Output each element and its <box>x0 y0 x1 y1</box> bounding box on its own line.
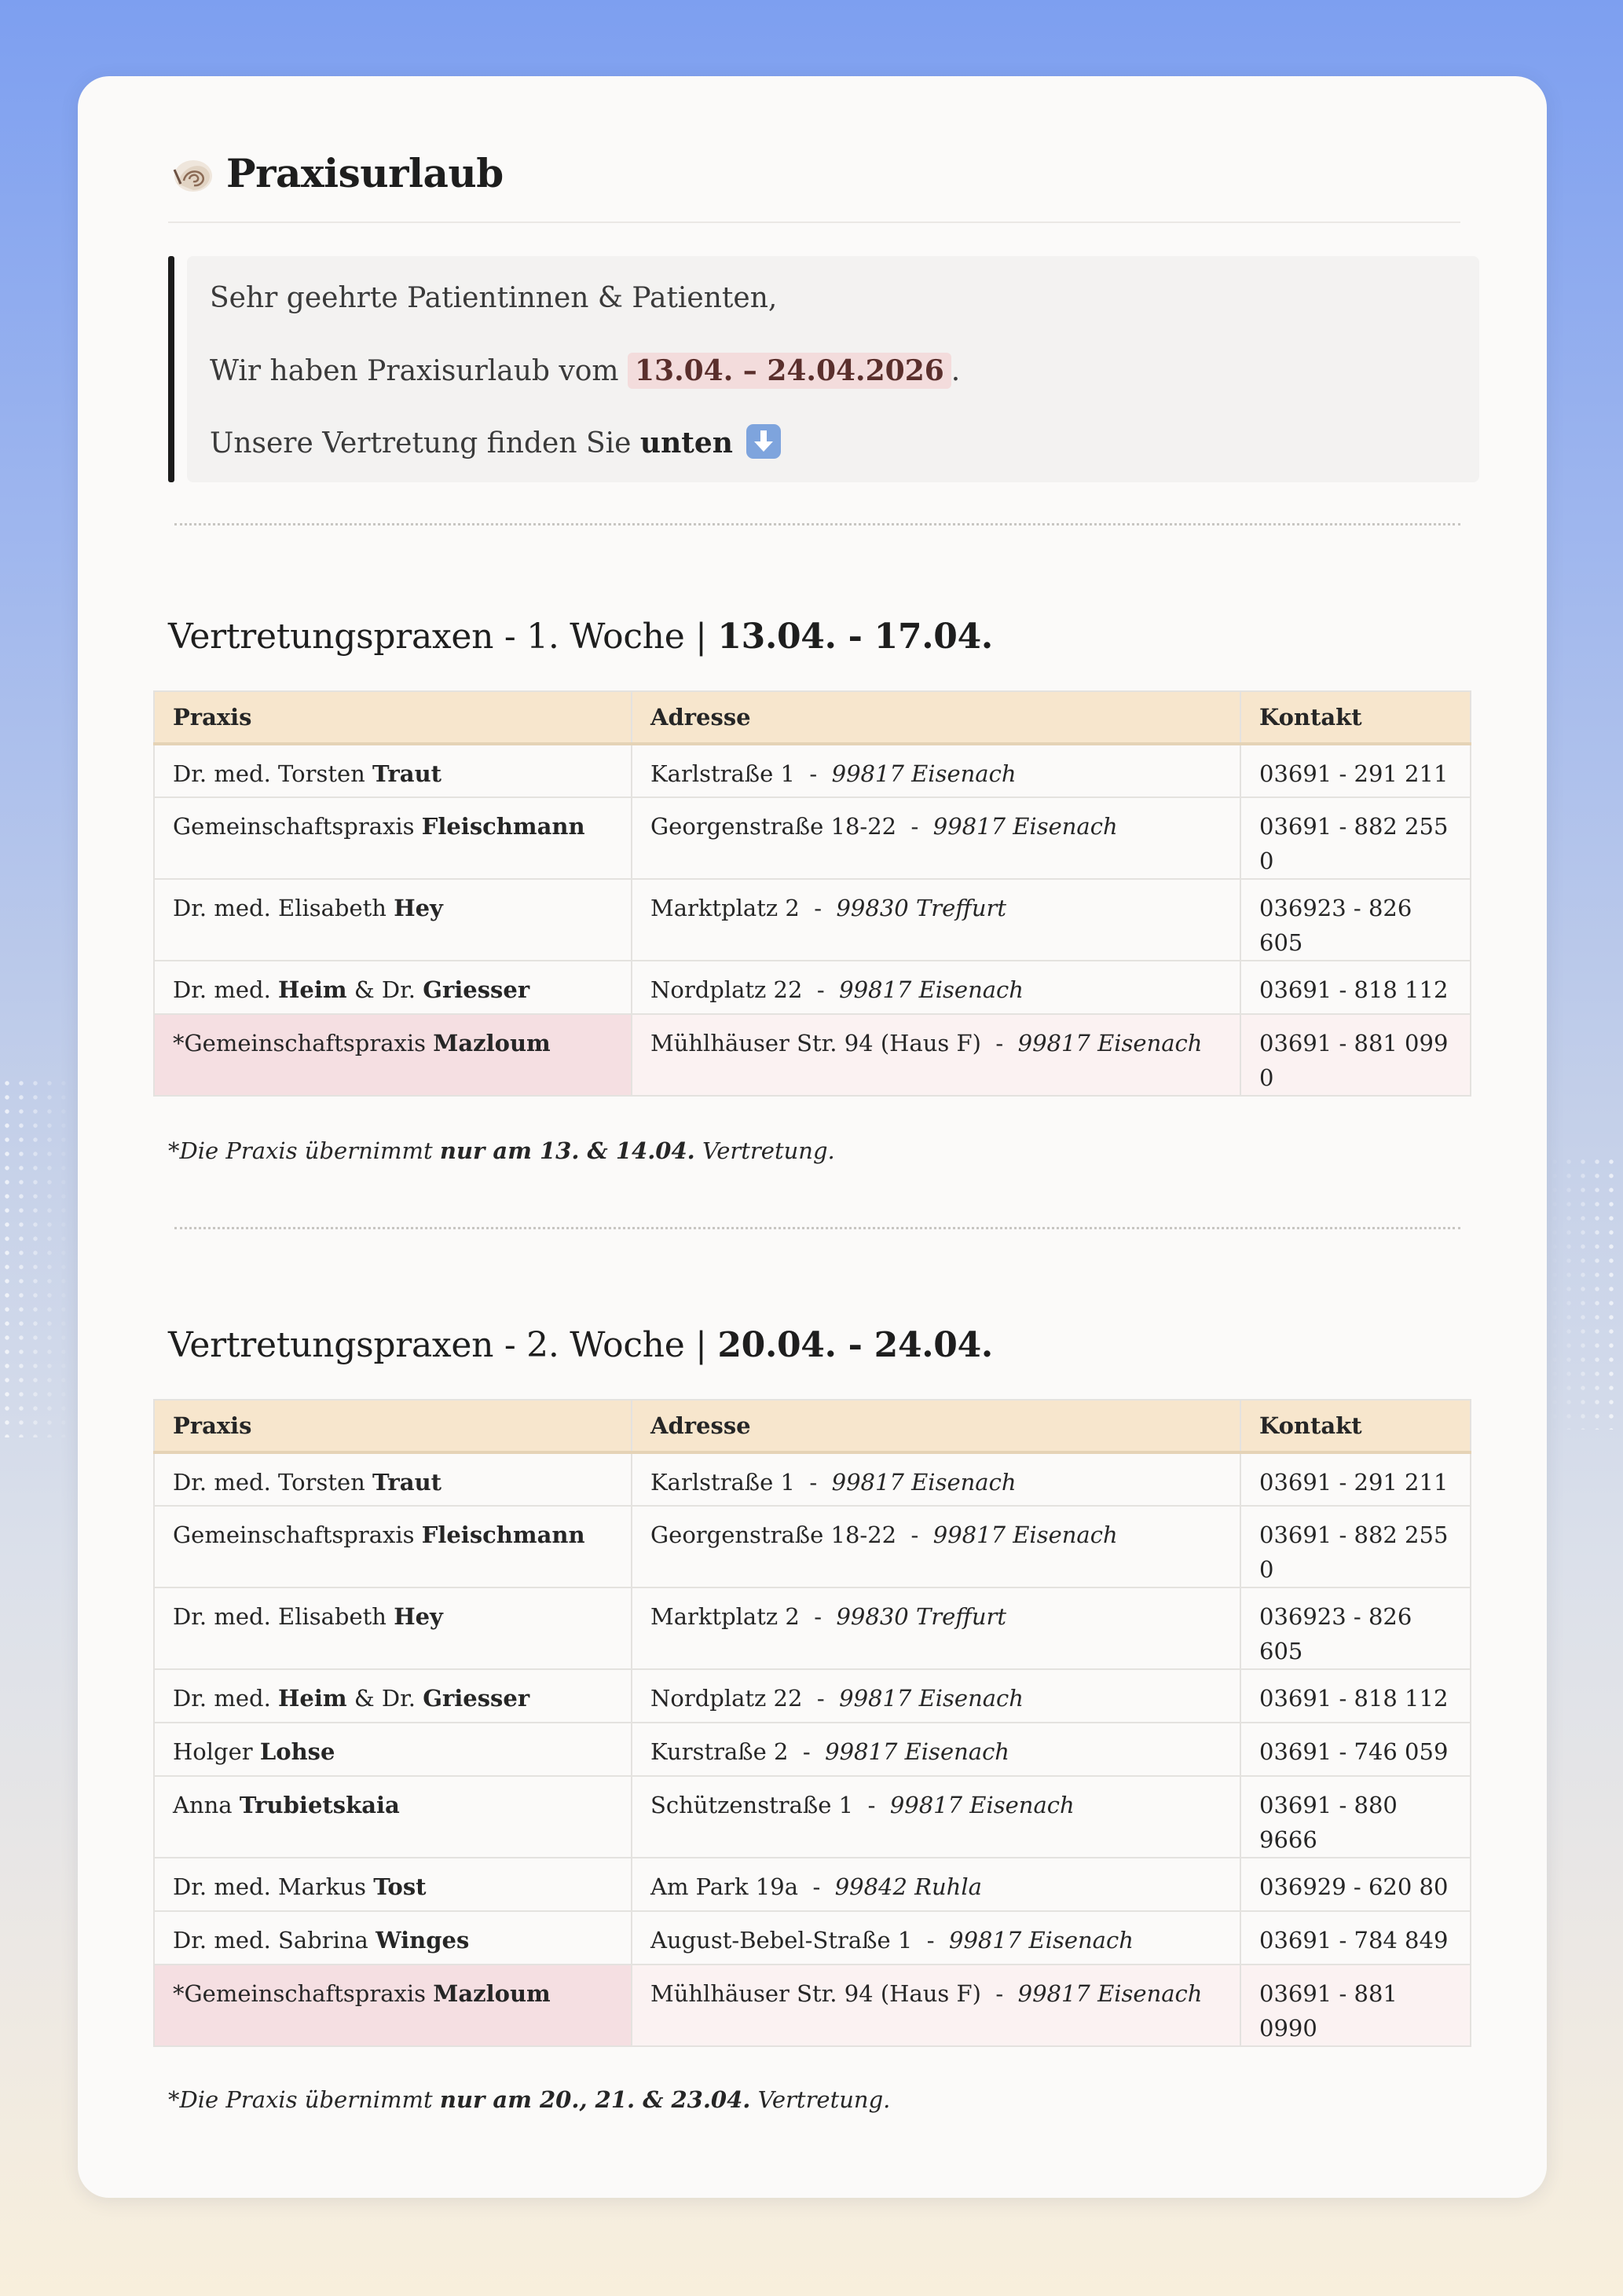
practice-cell <box>154 744 632 797</box>
city: 99817 Eisenach <box>932 1522 1118 1548</box>
address-cell: Mühlhäuser Str. 94 (Haus F) - 99817 Eisenach <box>632 1014 1240 1096</box>
footnote-prefix: *Die Praxis übernimmt <box>168 1137 433 1164</box>
practice-cell <box>154 1776 632 1858</box>
spiral-shell-icon <box>168 149 215 196</box>
address-cell: Nordplatz 22 - 99817 Eisenach <box>632 1669 1240 1723</box>
practice-name-bold2: Griesser <box>423 1685 530 1712</box>
table-row <box>154 1723 1471 1776</box>
callout-greeting: Sehr geehrte Patientinnen & Patienten, <box>210 282 778 314</box>
week2-table <box>153 1399 1471 2047</box>
practice-name-prefix: Dr. med. Torsten <box>173 760 365 787</box>
background-dot-pattern-left <box>0 1076 75 1437</box>
practice-name-bold: Winges <box>376 1927 470 1954</box>
address-cell: Georgenstraße 18-22 - 99817 Eisenach <box>632 1506 1240 1587</box>
practice-name-bold: Traut <box>372 1469 442 1496</box>
week2-heading <box>168 1322 1470 1369</box>
column-header: Adresse <box>632 691 1240 744</box>
table-row <box>154 1858 1471 1911</box>
street: Am Park 19a <box>650 1873 799 1900</box>
dotted-divider <box>174 1227 1460 1229</box>
table-header-row <box>154 1400 1471 1452</box>
table-row <box>154 1587 1471 1669</box>
column-header: Praxis <box>154 1400 632 1452</box>
week2-heading-dates: 20.04. - 24.04. <box>717 1325 993 1365</box>
city: 99817 Eisenach <box>831 1469 1017 1496</box>
table-row <box>154 879 1471 961</box>
notice-callout <box>168 256 1479 482</box>
footnote-suffix: Vertretung. <box>757 2086 891 2113</box>
address-cell: Am Park 19a - 99842 Ruhla <box>632 1858 1240 1911</box>
practice-name-bold: Traut <box>372 760 442 787</box>
vacation-dates: 13.04. – 24.04.2026 <box>628 353 951 389</box>
table-row <box>154 797 1471 879</box>
street: Karlstraße 1 <box>650 1469 795 1496</box>
practice-cell <box>154 1014 632 1096</box>
practice-name-bold: Lohse <box>259 1738 335 1765</box>
footnote-prefix: *Die Praxis übernimmt <box>168 2086 433 2113</box>
page-title <box>168 144 1470 202</box>
table-row <box>154 961 1471 1014</box>
practice-name-bold: Trubietskaia <box>239 1792 400 1818</box>
practice-name-prefix: *Gemeinschaftspraxis <box>173 1030 427 1056</box>
practice-name-bold: Mazloum <box>433 1030 551 1056</box>
practice-name-prefix: Dr. med. <box>173 1685 271 1712</box>
table-row <box>154 1911 1471 1965</box>
callout-box <box>187 256 1479 482</box>
street: Schützenstraße 1 <box>650 1792 854 1818</box>
vacation-prefix: Wir haben Praxisurlaub vom <box>210 355 619 387</box>
address-cell: Marktplatz 2 - 99830 Treffurt <box>632 1587 1240 1669</box>
callout-vacation-line <box>210 352 960 390</box>
address-cell: Georgenstraße 18-22 - 99817 Eisenach <box>632 797 1240 879</box>
city: 99817 Eisenach <box>889 1792 1075 1818</box>
phone-cell: 03691 - 746 059 <box>1240 1723 1471 1776</box>
substitute-prefix: Unsere Vertretung finden Sie <box>210 427 632 460</box>
address-cell: Kurstraße 2 - 99817 Eisenach <box>632 1723 1240 1776</box>
phone-cell: 03691 - 291 211 <box>1240 744 1471 797</box>
street: Mühlhäuser Str. 94 (Haus F) <box>650 1030 981 1056</box>
address-cell: Karlstraße 1 - 99817 Eisenach <box>632 744 1240 797</box>
practice-name-bold: Mazloum <box>433 1980 551 2007</box>
practice-name-prefix: Anna <box>173 1792 233 1818</box>
practice-cell <box>154 1587 632 1669</box>
phone-cell: 036923 - 826 605 <box>1240 879 1471 961</box>
practice-name-bold: Heim <box>278 1685 347 1712</box>
practice-name-prefix: Dr. med. Elisabeth <box>173 1603 387 1630</box>
phone-cell: 03691 - 881 099 0 <box>1240 1014 1471 1096</box>
address-cell: Schützenstraße 1 - 99817 Eisenach <box>632 1776 1240 1858</box>
column-header: Kontakt <box>1240 1400 1471 1452</box>
city: 99830 Treffurt <box>836 1603 1007 1630</box>
practice-name-bold: Tost <box>373 1873 427 1900</box>
practice-name-prefix: Dr. med. Torsten <box>173 1469 365 1496</box>
address-cell: Marktplatz 2 - 99830 Treffurt <box>632 879 1240 961</box>
week2-table-body <box>154 1452 1471 2046</box>
practice-cell <box>154 961 632 1014</box>
practice-cell <box>154 1911 632 1965</box>
street: Marktplatz 2 <box>650 895 800 921</box>
practice-cell <box>154 1723 632 1776</box>
phone-cell: 03691 - 880 9666 <box>1240 1776 1471 1858</box>
practice-name-prefix: Dr. med. Sabrina <box>173 1927 368 1954</box>
city: 99817 Eisenach <box>949 1927 1134 1954</box>
table-row <box>154 1965 1471 2046</box>
week1-heading-prefix: Vertretungspraxen - 1. Woche | <box>168 617 707 657</box>
street: Nordplatz 22 <box>650 976 803 1003</box>
practice-name-prefix: *Gemeinschaftspraxis <box>173 1980 427 2007</box>
week1-heading-dates: 13.04. - 17.04. <box>717 617 993 657</box>
footnote-suffix: Vertretung. <box>702 1137 835 1164</box>
city: 99830 Treffurt <box>836 895 1007 921</box>
practice-cell <box>154 1452 632 1506</box>
address-cell: Nordplatz 22 - 99817 Eisenach <box>632 961 1240 1014</box>
practice-name-prefix: Dr. med. Elisabeth <box>173 895 387 921</box>
week1-heading <box>168 613 1470 661</box>
street: August-Bebel-Straße 1 <box>650 1927 913 1954</box>
vacation-suffix: . <box>951 355 961 387</box>
column-header: Praxis <box>154 691 632 744</box>
column-header: Adresse <box>632 1400 1240 1452</box>
table-row <box>154 744 1471 797</box>
title-divider <box>168 222 1460 223</box>
practice-name-bold: Hey <box>394 895 443 921</box>
phone-cell: 03691 - 818 112 <box>1240 961 1471 1014</box>
street: Kurstraße 2 <box>650 1738 789 1765</box>
week2-footnote <box>168 2086 1470 2113</box>
phone-cell: 03691 - 882 255 0 <box>1240 1506 1471 1587</box>
address-cell: Mühlhäuser Str. 94 (Haus F) - 99817 Eisenach <box>632 1965 1240 2046</box>
practice-name-mid: & Dr. <box>354 1685 416 1712</box>
week1-table <box>153 690 1471 1097</box>
practice-name-bold: Hey <box>394 1603 443 1630</box>
practice-name-mid: & Dr. <box>354 976 416 1003</box>
practice-name-bold: Fleischmann <box>421 1522 585 1548</box>
street: Marktplatz 2 <box>650 1603 800 1630</box>
table-row <box>154 1452 1471 1506</box>
city: 99817 Eisenach <box>825 1738 1009 1765</box>
practice-name-prefix: Gemeinschaftspraxis <box>173 1522 415 1548</box>
city: 99817 Eisenach <box>1017 1980 1203 2007</box>
phone-cell: 03691 - 291 211 <box>1240 1452 1471 1506</box>
footnote-bold: nur am 20., 21. & 23.04. <box>439 2086 751 2113</box>
week1-table-body <box>154 744 1471 1096</box>
phone-cell: 03691 - 818 112 <box>1240 1669 1471 1723</box>
table-row <box>154 1506 1471 1587</box>
street: Georgenstraße 18-22 <box>650 1522 897 1548</box>
city: 99817 Eisenach <box>839 1685 1024 1712</box>
city: 99817 Eisenach <box>839 976 1024 1003</box>
substitute-bold: unten <box>639 427 733 460</box>
practice-name-prefix: Gemeinschaftspraxis <box>173 813 415 840</box>
callout-substitute-line <box>210 424 781 463</box>
phone-cell: 03691 - 881 0990 <box>1240 1965 1471 2046</box>
table-header-row <box>154 691 1471 744</box>
practice-name-prefix: Dr. med. <box>173 976 271 1003</box>
practice-name-prefix: Holger <box>173 1738 253 1765</box>
street: Nordplatz 22 <box>650 1685 803 1712</box>
practice-name-bold: Fleischmann <box>421 813 585 840</box>
practice-name-bold: Heim <box>278 976 347 1003</box>
week2-heading-prefix: Vertretungspraxen - 2. Woche | <box>168 1325 707 1365</box>
practice-cell <box>154 797 632 879</box>
dotted-divider <box>174 523 1460 525</box>
down-arrow-icon <box>746 424 781 459</box>
table-row <box>154 1669 1471 1723</box>
practice-name-bold2: Griesser <box>423 976 530 1003</box>
street: Karlstraße 1 <box>650 760 795 787</box>
practice-cell <box>154 1506 632 1587</box>
practice-cell <box>154 1858 632 1911</box>
address-cell: August-Bebel-Straße 1 - 99817 Eisenach <box>632 1911 1240 1965</box>
callout-bar <box>168 256 174 482</box>
table-row <box>154 1014 1471 1096</box>
phone-cell: 036929 - 620 80 <box>1240 1858 1471 1911</box>
city: 99817 Eisenach <box>831 760 1017 787</box>
page-card <box>78 76 1547 2198</box>
page-title-text: Praxisurlaub <box>226 149 504 196</box>
column-header: Kontakt <box>1240 691 1471 744</box>
table-row <box>154 1776 1471 1858</box>
week1-footnote <box>168 1137 1470 1164</box>
background-dot-pattern-right <box>1548 1155 1623 1430</box>
city: 99817 Eisenach <box>1017 1030 1203 1056</box>
city: 99817 Eisenach <box>932 813 1118 840</box>
street: Mühlhäuser Str. 94 (Haus F) <box>650 1980 981 2007</box>
practice-cell <box>154 1669 632 1723</box>
practice-name-prefix: Dr. med. Markus <box>173 1873 367 1900</box>
practice-cell <box>154 1965 632 2046</box>
street: Georgenstraße 18-22 <box>650 813 897 840</box>
phone-cell: 03691 - 882 255 0 <box>1240 797 1471 879</box>
phone-cell: 036923 - 826 605 <box>1240 1587 1471 1669</box>
phone-cell: 03691 - 784 849 <box>1240 1911 1471 1965</box>
footnote-bold: nur am 13. & 14.04. <box>439 1137 695 1164</box>
address-cell: Karlstraße 1 - 99817 Eisenach <box>632 1452 1240 1506</box>
city: 99842 Ruhla <box>834 1873 982 1900</box>
practice-cell <box>154 879 632 961</box>
